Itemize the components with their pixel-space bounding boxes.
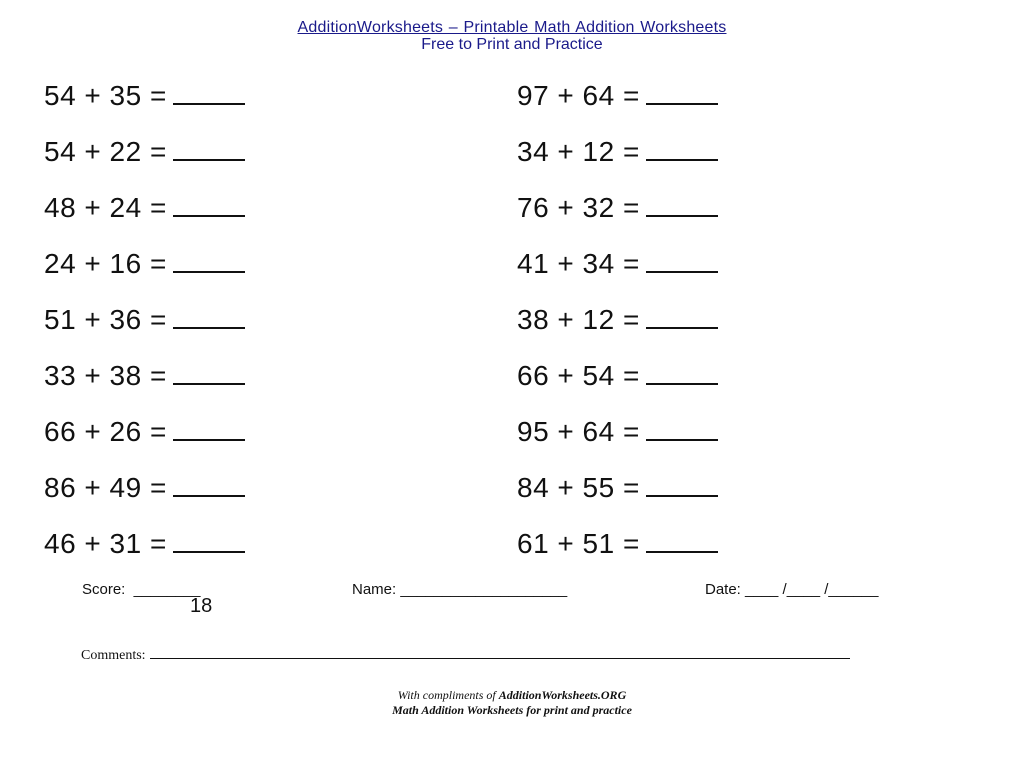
- problem-left-2: [44, 136, 245, 168]
- score-label: Score: ________: [82, 581, 201, 598]
- answer-blank: [173, 529, 245, 553]
- problem-text: 66 + 26 =: [44, 416, 167, 447]
- problem-text: 84 + 55 =: [517, 472, 640, 503]
- problem-text: 51 + 36 =: [44, 304, 167, 335]
- problem-left-6: [44, 360, 245, 392]
- credits-line-2: [0, 703, 1024, 718]
- problem-text: 34 + 12 =: [517, 136, 640, 167]
- score-value: 18: [190, 595, 213, 617]
- answer-blank: [646, 529, 718, 553]
- answer-blank: [173, 361, 245, 385]
- answer-blank: [646, 81, 718, 105]
- problem-text: 48 + 24 =: [44, 192, 167, 223]
- answer-blank: [646, 361, 718, 385]
- comments-field: [81, 646, 850, 665]
- problem-right-6: [517, 360, 718, 392]
- problem-text: 86 + 49 =: [44, 472, 167, 503]
- problem-text: 97 + 64 =: [517, 80, 640, 111]
- answer-blank: [646, 417, 718, 441]
- answer-blank: [646, 305, 718, 329]
- answer-blank: [646, 193, 718, 217]
- problem-text: 66 + 54 =: [517, 360, 640, 391]
- comments-line: [150, 646, 850, 659]
- answer-blank: [173, 193, 245, 217]
- problem-right-3: [517, 192, 718, 224]
- credits-line-1: [0, 688, 1024, 703]
- credits: [0, 688, 1024, 718]
- problem-text: 33 + 38 =: [44, 360, 167, 391]
- credits-tagline: Math Addition Worksheets for print and practice: [392, 703, 632, 717]
- name-field: Name: ____________________: [352, 581, 568, 598]
- problem-left-8: [44, 472, 245, 504]
- problem-text: 76 + 32 =: [517, 192, 640, 223]
- credits-prefix: With compliments of: [397, 688, 496, 702]
- problem-text: 38 + 12 =: [517, 304, 640, 335]
- answer-blank: [173, 473, 245, 497]
- answer-blank: [173, 417, 245, 441]
- problem-right-1: [517, 80, 718, 112]
- problem-right-2: [517, 136, 718, 168]
- answer-blank: [173, 137, 245, 161]
- date-field: Date: ____ /____ /______: [705, 581, 879, 598]
- problem-text: 46 + 31 =: [44, 528, 167, 559]
- problem-right-8: [517, 472, 718, 504]
- problem-text: 54 + 35 =: [44, 80, 167, 111]
- problem-left-5: [44, 304, 245, 336]
- answer-blank: [646, 137, 718, 161]
- answer-blank: [646, 249, 718, 273]
- problem-left-7: [44, 416, 245, 448]
- problem-text: 24 + 16 =: [44, 248, 167, 279]
- problem-left-1: [44, 80, 245, 112]
- problem-text: 95 + 64 =: [517, 416, 640, 447]
- problem-right-7: [517, 416, 718, 448]
- credits-site: AdditionWorksheets.ORG: [498, 688, 627, 702]
- problem-left-3: [44, 192, 245, 224]
- problem-text: 61 + 51 =: [517, 528, 640, 559]
- answer-blank: [173, 305, 245, 329]
- answer-blank: [646, 473, 718, 497]
- problem-right-5: [517, 304, 718, 336]
- answer-blank: [173, 81, 245, 105]
- problem-left-4: [44, 248, 245, 280]
- problem-right-9: [517, 528, 718, 560]
- problem-right-4: [517, 248, 718, 280]
- problem-text: 41 + 34 =: [517, 248, 640, 279]
- worksheet-header: [0, 18, 1024, 53]
- problem-left-9: [44, 528, 245, 560]
- answer-blank: [173, 249, 245, 273]
- comments-label: Comments:: [81, 648, 146, 663]
- worksheet-title[interactable]: AdditionWorksheets – Printable Math Addition Worksheets: [297, 19, 727, 36]
- problem-text: 54 + 22 =: [44, 136, 167, 167]
- worksheet-subtitle: Free to Print and Practice: [421, 36, 603, 53]
